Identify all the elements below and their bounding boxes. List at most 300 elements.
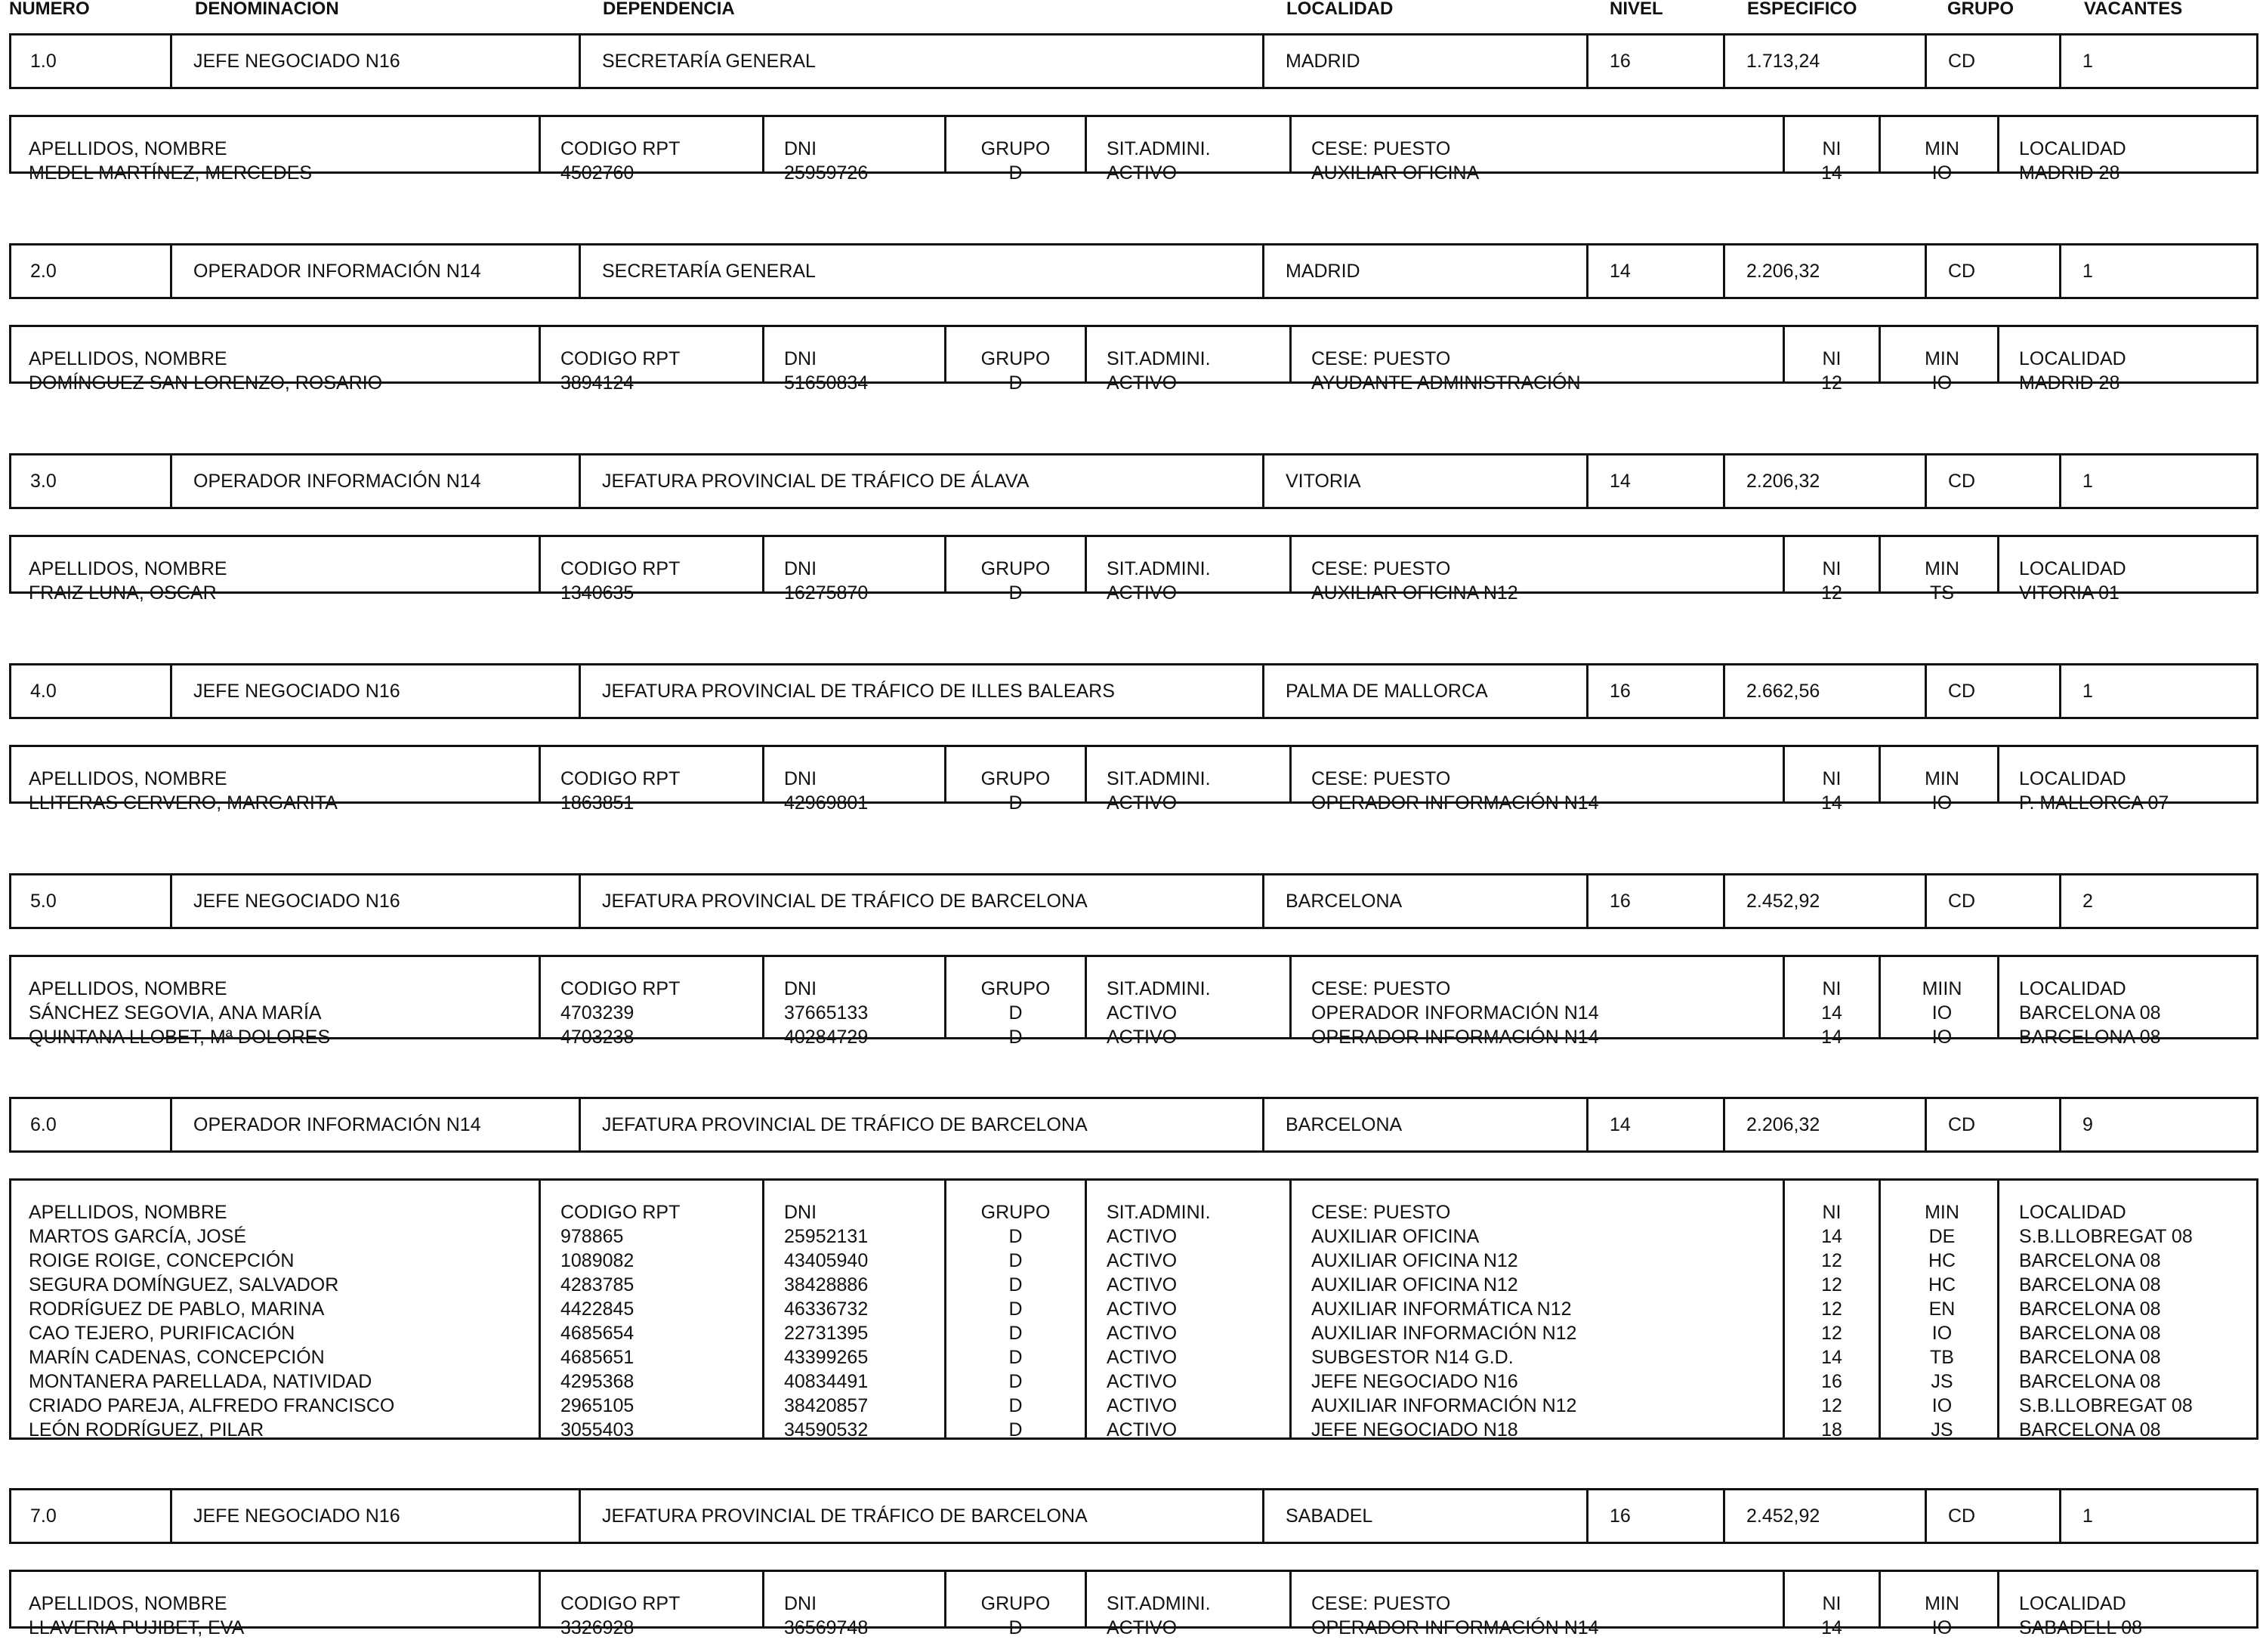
applicant-col-dni — [764, 747, 946, 814]
posting-localidad: PALMA DE MALLORCA — [1264, 665, 1588, 717]
applicant-col-header: GRUPO — [980, 768, 1051, 789]
posting-especifico: 2.452,92 — [1725, 875, 1927, 927]
posting-denominacion: OPERADOR INFORMACIÓN N14 — [172, 1099, 581, 1150]
applicant-ni: 14 — [1821, 162, 1842, 184]
applicant-grupo: D — [1008, 1027, 1023, 1048]
applicant-grupo: D — [1008, 1371, 1023, 1392]
applicant-table — [9, 325, 2258, 394]
applicant-min: HC — [1928, 1274, 1956, 1295]
applicant-col-header: MIN — [1925, 1202, 1959, 1223]
posting-grupo: CD — [1927, 665, 2061, 717]
posting-denominacion: OPERADOR INFORMACIÓN N14 — [172, 245, 581, 297]
applicant-sit: ACTIVO — [1107, 1274, 1178, 1295]
applicant-min: DE — [1928, 1226, 1956, 1247]
applicant-table — [9, 955, 2258, 1048]
applicant-col-header: SIT.ADMINI. — [1107, 1593, 1211, 1614]
applicant-localidad: BARCELONA 08 — [2019, 1298, 2161, 1320]
posting-numero: 3.0 — [9, 455, 172, 507]
applicant-sit: ACTIVO — [1107, 1419, 1178, 1440]
applicant-min: TS — [1930, 582, 1954, 604]
posting-grupo: CD — [1927, 875, 2061, 927]
applicant-grupo: D — [1008, 1323, 1023, 1344]
applicant-sit: ACTIVO — [1107, 1226, 1178, 1247]
applicant-cese: AYUDANTE ADMINISTRACIÓN — [1311, 372, 1581, 394]
applicant-table — [9, 1570, 2258, 1638]
applicant-col-nombre — [9, 537, 541, 604]
posting-numero: 2.0 — [9, 245, 172, 297]
applicant-min: IO — [1931, 1617, 1953, 1638]
posting-especifico: 2.452,92 — [1725, 1490, 1927, 1542]
applicant-min: JS — [1931, 1419, 1953, 1440]
header-especifico: ESPECIFICO — [1747, 0, 1857, 19]
applicant-cese: OPERADOR INFORMACIÓN N14 — [1311, 1002, 1599, 1024]
applicant-dni: 36569748 — [784, 1617, 869, 1638]
header-localidad: LOCALIDAD — [1286, 0, 1394, 19]
posting-especifico: 2.206,32 — [1725, 1099, 1927, 1150]
applicant-col-header: SIT.ADMINI. — [1107, 1202, 1211, 1223]
posting-denominacion: JEFE NEGOCIADO N16 — [172, 1490, 581, 1542]
applicant-min: IO — [1931, 792, 1953, 814]
applicant-col-header: CESE: PUESTO — [1311, 768, 1451, 789]
applicant-ni: 12 — [1821, 1274, 1842, 1295]
applicant-col-ni — [1785, 957, 1881, 1048]
applicant-col-header: LOCALIDAD — [2019, 768, 2126, 789]
applicant-cese: OPERADOR INFORMACIÓN N14 — [1311, 792, 1599, 814]
applicant-codigo: 4685654 — [560, 1323, 634, 1344]
applicant-ni: 14 — [1821, 1002, 1842, 1024]
posting-denominacion: JEFE NEGOCIADO N16 — [172, 665, 581, 717]
posting-localidad: BARCELONA — [1264, 1099, 1588, 1150]
applicant-col-grupo — [946, 957, 1087, 1048]
applicant-col-header: APELLIDOS, NOMBRE — [29, 138, 227, 159]
applicant-sit: ACTIVO — [1107, 1298, 1178, 1320]
applicant-cese: AUXILIAR OFICINA N12 — [1311, 1274, 1518, 1295]
applicant-dni: 38428886 — [784, 1274, 869, 1295]
applicant-col-header: DNI — [784, 1593, 817, 1614]
applicant-ni: 12 — [1821, 1298, 1842, 1320]
applicant-col-ni — [1785, 117, 1881, 184]
applicant-col-localidad — [1999, 1181, 2258, 1440]
applicant-localidad: BARCELONA 08 — [2019, 1371, 2161, 1392]
applicant-col-codigo — [541, 1572, 764, 1638]
applicant-cese: SUBGESTOR N14 G.D. — [1311, 1347, 1514, 1368]
applicant-nombre: LLAVERIA PUJIBET, EVA — [29, 1617, 245, 1638]
applicant-col-dni — [764, 1572, 946, 1638]
applicant-col-header: LOCALIDAD — [2019, 1202, 2126, 1223]
applicant-col-grupo — [946, 747, 1087, 814]
applicant-col-ni — [1785, 1572, 1881, 1638]
posting-localidad: SABADEL — [1264, 1490, 1588, 1542]
applicant-dni: 25952131 — [784, 1226, 869, 1247]
applicant-col-header: CODIGO RPT — [560, 138, 681, 159]
posting-vacantes: 1 — [2082, 1505, 2093, 1527]
applicant-ni: 12 — [1821, 1395, 1842, 1416]
posting-denominacion: OPERADOR INFORMACIÓN N14 — [172, 455, 581, 507]
applicant-col-codigo — [541, 747, 764, 814]
applicant-ni: 12 — [1821, 1323, 1842, 1344]
posting-numero: 6.0 — [9, 1099, 172, 1150]
applicant-codigo: 2965105 — [560, 1395, 634, 1416]
applicant-nombre: RODRÍGUEZ DE PABLO, MARINA — [29, 1298, 325, 1320]
applicant-codigo: 4703238 — [560, 1027, 634, 1048]
applicant-sit: ACTIVO — [1107, 1027, 1178, 1048]
applicant-nombre: FRAIZ LUNA, OSCAR — [29, 582, 217, 604]
applicant-col-localidad — [1999, 537, 2258, 604]
applicant-col-header: NI — [1822, 348, 1842, 369]
applicant-codigo: 1863851 — [560, 792, 634, 814]
applicant-col-cese — [1292, 1572, 1785, 1638]
applicant-localidad: VITORIA 01 — [2019, 582, 2119, 604]
applicant-col-nombre — [9, 1572, 541, 1638]
posting-vacantes: 1 — [2082, 471, 2093, 492]
applicant-codigo: 3326928 — [560, 1617, 634, 1638]
posting-nivel: 16 — [1588, 665, 1725, 717]
applicant-codigo: 1340635 — [560, 582, 634, 604]
applicant-codigo: 978865 — [560, 1226, 624, 1247]
applicant-sit: ACTIVO — [1107, 792, 1178, 814]
applicant-cese: AUXILIAR OFICINA — [1311, 162, 1480, 184]
applicant-localidad: BARCELONA 08 — [2019, 1250, 2161, 1271]
applicant-col-header: LOCALIDAD — [2019, 1593, 2126, 1614]
applicant-col-header: DNI — [784, 348, 817, 369]
applicant-col-header: SIT.ADMINI. — [1107, 768, 1211, 789]
applicant-ni: 14 — [1821, 1347, 1842, 1368]
applicant-col-grupo — [946, 1181, 1087, 1440]
applicant-col-header: SIT.ADMINI. — [1107, 558, 1211, 579]
applicant-col-header: SIT.ADMINI. — [1107, 348, 1211, 369]
applicant-localidad: BARCELONA 08 — [2019, 1002, 2161, 1024]
applicant-dni: 38420857 — [784, 1395, 869, 1416]
applicant-col-header: GRUPO — [980, 348, 1051, 369]
applicant-col-codigo — [541, 117, 764, 184]
applicant-min: IO — [1931, 1002, 1953, 1024]
applicant-dni: 42969801 — [784, 792, 869, 814]
column-header-row — [0, 0, 2263, 20]
applicant-col-header: MIN — [1925, 1593, 1959, 1614]
applicant-col-dni — [764, 327, 946, 394]
applicant-grupo: D — [1008, 582, 1023, 604]
applicant-cese: AUXILIAR INFORMACIÓN N12 — [1311, 1395, 1577, 1416]
applicant-ni: 12 — [1821, 582, 1842, 604]
applicant-cese: JEFE NEGOCIADO N16 — [1311, 1371, 1518, 1392]
applicant-col-codigo — [541, 327, 764, 394]
applicant-sit: ACTIVO — [1107, 372, 1178, 394]
posting-nivel: 14 — [1588, 245, 1725, 297]
posting-numero: 5.0 — [9, 875, 172, 927]
applicant-grupo: D — [1008, 1298, 1023, 1320]
applicant-col-header: GRUPO — [980, 138, 1051, 159]
posting-especifico: 2.206,32 — [1725, 455, 1927, 507]
applicant-col-header: APELLIDOS, NOMBRE — [29, 1202, 227, 1223]
applicant-col-nombre — [9, 327, 541, 394]
applicant-col-header: GRUPO — [980, 1593, 1051, 1614]
posting-grupo: CD — [1927, 245, 2061, 297]
applicant-col-dni — [764, 117, 946, 184]
posting-vacantes: 1 — [2082, 51, 2093, 72]
applicant-codigo: 1089082 — [560, 1250, 634, 1271]
applicant-table — [9, 535, 2258, 604]
applicant-dni: 51650834 — [784, 372, 869, 394]
posting-localidad: VITORIA — [1264, 455, 1588, 507]
applicant-col-sit — [1087, 1181, 1292, 1440]
applicant-col-localidad — [1999, 747, 2258, 814]
header-grupo: GRUPO — [1947, 0, 2014, 19]
applicant-col-cese — [1292, 117, 1785, 184]
header-vacantes: VACANTES — [2084, 0, 2183, 19]
applicant-codigo: 4422845 — [560, 1298, 634, 1320]
applicant-col-sit — [1087, 747, 1292, 814]
applicant-dni: 40834491 — [784, 1371, 869, 1392]
header-numero: NUMERO — [9, 0, 90, 19]
applicant-col-min — [1881, 957, 1999, 1048]
applicant-col-localidad — [1999, 957, 2258, 1048]
applicant-col-header: DNI — [784, 138, 817, 159]
applicant-localidad: SABADELL 08 — [2019, 1617, 2143, 1638]
applicant-nombre: MEDEL MARTÍNEZ, MERCEDES — [29, 162, 313, 184]
applicant-cese: JEFE NEGOCIADO N18 — [1311, 1419, 1518, 1440]
applicant-grupo: D — [1008, 372, 1023, 394]
applicant-localidad: BARCELONA 08 — [2019, 1027, 2161, 1048]
header-denominacion: DENOMINACION — [195, 0, 339, 19]
applicant-sit: ACTIVO — [1107, 1347, 1178, 1368]
applicant-min: IO — [1931, 1027, 1953, 1048]
header-nivel: NIVEL — [1610, 0, 1663, 19]
applicant-table — [9, 1178, 2258, 1440]
applicant-col-header: LOCALIDAD — [2019, 558, 2126, 579]
posting-dependencia: SECRETARÍA GENERAL — [581, 36, 1264, 87]
applicant-col-header: GRUPO — [980, 558, 1051, 579]
applicant-cese: AUXILIAR OFICINA N12 — [1311, 1250, 1518, 1271]
applicant-localidad: BARCELONA 08 — [2019, 1419, 2161, 1440]
applicant-col-header: APELLIDOS, NOMBRE — [29, 1593, 227, 1614]
applicant-dni: 34590532 — [784, 1419, 869, 1440]
applicant-col-header: MIN — [1925, 348, 1959, 369]
applicant-table — [9, 745, 2258, 814]
applicant-col-grupo — [946, 537, 1087, 604]
applicant-nombre: CAO TEJERO, PURIFICACIÓN — [29, 1323, 295, 1344]
posting-localidad: BARCELONA — [1264, 875, 1588, 927]
applicant-grupo: D — [1008, 1250, 1023, 1271]
applicant-nombre: CRIADO PAREJA, ALFREDO FRANCISCO — [29, 1395, 395, 1416]
applicant-localidad: BARCELONA 08 — [2019, 1323, 2161, 1344]
applicant-col-cese — [1292, 957, 1785, 1048]
applicant-col-sit — [1087, 117, 1292, 184]
applicant-grupo: D — [1008, 1002, 1023, 1024]
applicant-col-codigo — [541, 1181, 764, 1440]
posting-localidad: MADRID — [1264, 36, 1588, 87]
applicant-col-header: APELLIDOS, NOMBRE — [29, 558, 227, 579]
applicant-codigo: 4283785 — [560, 1274, 634, 1295]
applicant-nombre: MONTANERA PARELLADA, NATIVIDAD — [29, 1371, 372, 1392]
posting-grupo: CD — [1927, 1099, 2061, 1150]
applicant-grupo: D — [1008, 162, 1023, 184]
applicant-col-sit — [1087, 1572, 1292, 1638]
applicant-col-header: APELLIDOS, NOMBRE — [29, 978, 227, 999]
applicant-col-nombre — [9, 117, 541, 184]
applicant-localidad: BARCELONA 08 — [2019, 1347, 2161, 1368]
posting-dependencia: SECRETARÍA GENERAL — [581, 245, 1264, 297]
posting-nivel: 14 — [1588, 1099, 1725, 1150]
applicant-grupo: D — [1008, 1274, 1023, 1295]
applicant-col-header: APELLIDOS, NOMBRE — [29, 768, 227, 789]
applicant-sit: ACTIVO — [1107, 1395, 1178, 1416]
applicant-codigo: 4703239 — [560, 1002, 634, 1024]
applicant-codigo: 4685651 — [560, 1347, 634, 1368]
applicant-col-header: LOCALIDAD — [2019, 978, 2126, 999]
applicant-col-header: CODIGO RPT — [560, 1593, 681, 1614]
applicant-col-header: NI — [1822, 558, 1842, 579]
posting-vacantes: 9 — [2082, 1114, 2093, 1135]
posting-denominacion: JEFE NEGOCIADO N16 — [172, 875, 581, 927]
applicant-col-header: MIN — [1925, 138, 1959, 159]
applicant-col-cese — [1292, 747, 1785, 814]
posting-grupo: CD — [1927, 1490, 2061, 1542]
applicant-nombre: LLITERAS CERVERO, MARGARITA — [29, 792, 338, 814]
applicant-col-dni — [764, 1181, 946, 1440]
posting-vacantes: 1 — [2082, 261, 2093, 282]
applicant-col-ni — [1785, 747, 1881, 814]
applicant-localidad: BARCELONA 08 — [2019, 1274, 2161, 1295]
applicant-col-header: NI — [1822, 978, 1842, 999]
posting-dependencia: JEFATURA PROVINCIAL DE TRÁFICO DE BARCELONA — [581, 1490, 1264, 1542]
applicant-col-ni — [1785, 1181, 1881, 1440]
applicant-col-codigo — [541, 537, 764, 604]
applicant-dni: 16275870 — [784, 582, 869, 604]
posting-numero: 7.0 — [9, 1490, 172, 1542]
applicant-col-header: CESE: PUESTO — [1311, 348, 1451, 369]
applicant-min: IO — [1931, 1395, 1953, 1416]
applicant-grupo: D — [1008, 1395, 1023, 1416]
applicant-cese: AUXILIAR INFORMÁTICA N12 — [1311, 1298, 1572, 1320]
applicant-ni: 14 — [1821, 792, 1842, 814]
applicant-col-grupo — [946, 117, 1087, 184]
posting-especifico: 1.713,24 — [1725, 36, 1927, 87]
applicant-codigo: 4502760 — [560, 162, 634, 184]
applicant-cese: AUXILIAR OFICINA — [1311, 1226, 1480, 1247]
applicant-col-ni — [1785, 537, 1881, 604]
posting-dependencia: JEFATURA PROVINCIAL DE TRÁFICO DE ÁLAVA — [581, 455, 1264, 507]
applicant-cese: AUXILIAR OFICINA N12 — [1311, 582, 1518, 604]
applicant-min: HC — [1928, 1250, 1956, 1271]
applicant-col-header: SIT.ADMINI. — [1107, 978, 1211, 999]
applicant-sit: ACTIVO — [1107, 1250, 1178, 1271]
applicant-min: EN — [1928, 1298, 1956, 1320]
applicant-nombre: MARTOS GARCÍA, JOSÉ — [29, 1226, 247, 1247]
applicant-localidad: MADRID 28 — [2019, 372, 2120, 394]
applicant-codigo: 4295368 — [560, 1371, 634, 1392]
applicant-cese: AUXILIAR INFORMACIÓN N12 — [1311, 1323, 1577, 1344]
applicant-col-header: CESE: PUESTO — [1311, 1202, 1451, 1223]
applicant-col-header: CODIGO RPT — [560, 978, 681, 999]
applicant-nombre: SÁNCHEZ SEGOVIA, ANA MARÍA — [29, 1002, 322, 1024]
posting-dependencia: JEFATURA PROVINCIAL DE TRÁFICO DE BARCELONA — [581, 875, 1264, 927]
posting-dependencia: JEFATURA PROVINCIAL DE TRÁFICO DE BARCELONA — [581, 1099, 1264, 1150]
applicant-nombre: MARÍN CADENAS, CONCEPCIÓN — [29, 1347, 325, 1368]
applicant-ni: 14 — [1821, 1617, 1842, 1638]
applicant-ni: 16 — [1821, 1371, 1842, 1392]
applicant-dni: 40284729 — [784, 1027, 869, 1048]
posting-row — [9, 33, 2258, 89]
posting-grupo: CD — [1927, 455, 2061, 507]
applicant-col-header: CODIGO RPT — [560, 348, 681, 369]
applicant-min: IO — [1931, 1323, 1953, 1344]
posting-grupo: CD — [1927, 36, 2061, 87]
applicant-codigo: 3055403 — [560, 1419, 634, 1440]
applicant-col-header: GRUPO — [980, 978, 1051, 999]
posting-especifico: 2.206,32 — [1725, 245, 1927, 297]
applicant-localidad: MADRID 28 — [2019, 162, 2120, 184]
applicant-col-header: CESE: PUESTO — [1311, 978, 1451, 999]
applicant-sit: ACTIVO — [1107, 162, 1178, 184]
applicant-ni: 12 — [1821, 1250, 1842, 1271]
applicant-ni: 14 — [1821, 1027, 1842, 1048]
applicant-col-nombre — [9, 957, 541, 1048]
posting-nivel: 16 — [1588, 875, 1725, 927]
applicant-sit: ACTIVO — [1107, 1371, 1178, 1392]
applicant-nombre: SEGURA DOMÍNGUEZ, SALVADOR — [29, 1274, 339, 1295]
applicant-cese: OPERADOR INFORMACIÓN N14 — [1311, 1027, 1599, 1048]
applicant-col-min — [1881, 1572, 1999, 1638]
applicant-col-grupo — [946, 327, 1087, 394]
applicant-ni: 12 — [1821, 372, 1842, 394]
applicant-col-header: SIT.ADMINI. — [1107, 138, 1211, 159]
applicant-col-cese — [1292, 327, 1785, 394]
applicant-col-sit — [1087, 327, 1292, 394]
posting-denominacion: JEFE NEGOCIADO N16 — [172, 36, 581, 87]
applicant-grupo: D — [1008, 1347, 1023, 1368]
posting-especifico: 2.662,56 — [1725, 665, 1927, 717]
applicant-col-cese — [1292, 1181, 1785, 1440]
applicant-dni: 43399265 — [784, 1347, 869, 1368]
posting-row — [9, 663, 2258, 719]
applicant-col-header: DNI — [784, 978, 817, 999]
posting-vacantes: 2 — [2082, 891, 2093, 912]
posting-nivel: 16 — [1588, 36, 1725, 87]
applicant-col-dni — [764, 537, 946, 604]
applicant-min: TB — [1930, 1347, 1954, 1368]
posting-vacantes: 1 — [2082, 681, 2093, 702]
applicant-col-header: LOCALIDAD — [2019, 348, 2126, 369]
applicant-sit: ACTIVO — [1107, 1323, 1178, 1344]
applicant-col-header: NI — [1822, 1593, 1842, 1614]
applicant-localidad: S.B.LLOBREGAT 08 — [2019, 1395, 2193, 1416]
applicant-dni: 37665133 — [784, 1002, 869, 1024]
posting-localidad: MADRID — [1264, 245, 1588, 297]
applicant-col-header: DNI — [784, 558, 817, 579]
applicant-col-cese — [1292, 537, 1785, 604]
applicant-col-header: DNI — [784, 1202, 817, 1223]
applicant-col-header: NI — [1822, 1202, 1842, 1223]
applicant-min: IO — [1931, 372, 1953, 394]
applicant-ni: 18 — [1821, 1419, 1842, 1440]
applicant-col-header: GRUPO — [980, 1202, 1051, 1223]
applicant-col-header: CODIGO RPT — [560, 768, 681, 789]
applicant-col-codigo — [541, 957, 764, 1048]
applicant-col-min — [1881, 537, 1999, 604]
applicant-col-min — [1881, 1181, 1999, 1440]
applicant-sit: ACTIVO — [1107, 1002, 1178, 1024]
applicant-dni: 25959726 — [784, 162, 869, 184]
header-dependencia: DEPENDENCIA — [603, 0, 735, 19]
applicant-col-header: MIN — [1925, 768, 1959, 789]
applicant-grupo: D — [1008, 1617, 1023, 1638]
applicant-col-header: NI — [1822, 138, 1842, 159]
posting-row — [9, 1097, 2258, 1153]
applicant-col-sit — [1087, 957, 1292, 1048]
applicant-col-min — [1881, 747, 1999, 814]
applicant-min: IO — [1931, 162, 1953, 184]
applicant-col-nombre — [9, 1181, 541, 1440]
